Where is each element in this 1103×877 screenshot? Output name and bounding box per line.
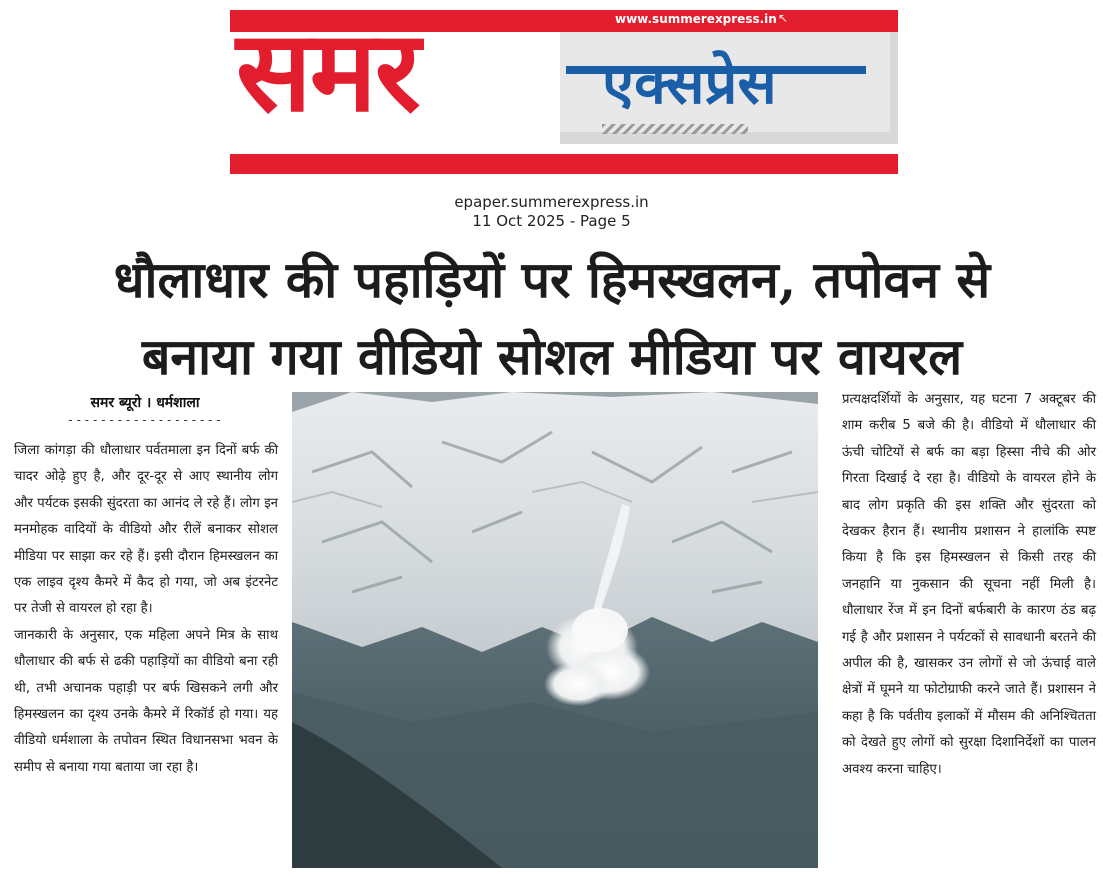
- edition-site[interactable]: epaper.summerexpress.in: [454, 193, 649, 211]
- byline: समर ब्यूरो । धर्मशाला: [90, 395, 200, 411]
- headline-line-1: धौलाधार की पहाड़ियों पर हिमस्खलन, तपोवन से: [113, 250, 991, 309]
- masthead-logo: [230, 7, 898, 174]
- cursor-arrow-icon: ↖: [778, 11, 789, 25]
- article-paragraph-3: प्रत्यक्षदर्शियों के अनुसार, यह घटना 7 अक्टूबर की शाम करीब 5 बजे की है। वीडियो में धौलाधार की ऊंची चोटियों से बर्फ का बड़ा हिस्सा नीचे की ओर गिरता दिखाई दे रहा है। वीडियो के वायरल होने के बाद लोग प्रकृति की इस शक्ति और सुंदरता को देखकर हैरान हैं। स्थानीय प्रशासन ने हालांकि स्पष्ट किया है कि इस हिमस्खलन से किसी तरह की जनहानि या नुकसान की सूचना नहीं मिली है। धौलाधार रेंज में इन दिनों बर्फबारी के कारण ठंड बढ़ गई है और प्रशासन ने पर्यटकों से सावधानी बरतने की अपील की है, खासकर उन लोगों से जो ऊंचाई वाले क्षेत्रों में घूमने या फोटोग्राफी करने जाते हैं। प्रशासन ने कहा है कि पर्वतीय इलाकों में मौसम की अनिश्चितता को देखते हुए लोगों को सुरक्षा दिशानिर्देशों का पालन अवश्य करना चाहिए।: [842, 392, 1096, 777]
- byline-separator: -------------------: [66, 413, 224, 427]
- logo-samar-text: समर: [236, 7, 419, 137]
- article-column-right: [842, 387, 1096, 783]
- headline-line-2: बनाया गया वीडियो सोशल मीडिया पर वायरल: [141, 327, 963, 386]
- article-paragraph-1: जिला कांगड़ा की धौलाधार पर्वतमाला इन दिनों बर्फ की चादर ओढ़े हुए है, और दूर-दूर से आए स्थानीय लोग और पर्यटक इसकी सुंदरता का आनंद ले रहे हैं। लोग इन मनमोहक वादियों के वीडियो और रीलें बनाकर सोशल मीडिया पर साझा कर रहे हैं। इसी दौरान हिमस्खलन का एक लाइव दृश्य कैमरे में कैद हो गया, जो अब इंटरनेट पर तेजी से वायरल हो रहा है।: [14, 443, 278, 617]
- edition-info: [0, 193, 1103, 231]
- article-column-left: [14, 438, 278, 781]
- masthead-bottom-bar: [230, 154, 898, 174]
- article-paragraph-2: जानकारी के अनुसार, एक महिला अपने मित्र के साथ धौलाधार की बर्फ से ढकी पहाड़ियों का वीडियो बना रही थी, तभी अचानक पहाड़ी पर बर्फ खिसकने लगी और हिमस्खलन का दृश्य उनके कैमरे में रिकॉर्ड हो गया। यह वीडियो धर्मशाला के तपोवन स्थित विधानसभा भवन के समीप से बनाया गया बताया जा रहा है।: [14, 627, 278, 775]
- logo-express-text: एक्सप्रेस: [602, 49, 777, 117]
- avalanche-photo-image: [292, 392, 818, 868]
- masthead-stripes-decoration: [602, 124, 748, 134]
- edition-date-page: 11 Oct 2025 - Page 5: [472, 212, 631, 230]
- avalanche-photo: [292, 392, 818, 868]
- masthead-url[interactable]: www.summerexpress.in: [615, 12, 777, 26]
